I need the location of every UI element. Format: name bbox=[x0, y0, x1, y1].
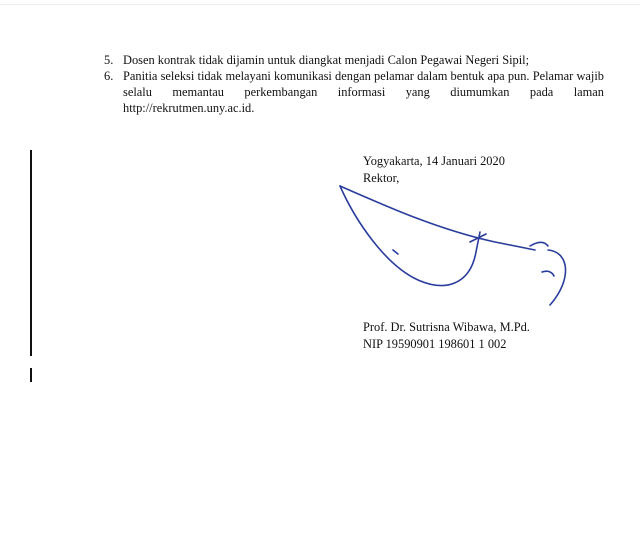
handwritten-signature bbox=[330, 180, 580, 320]
margin-line bbox=[30, 150, 32, 356]
signer-position: Rektor, bbox=[363, 171, 400, 185]
signer-nip: NIP 19590901 198601 1 002 bbox=[363, 337, 507, 351]
margin-line bbox=[30, 368, 32, 382]
list-item-text: Panitia seleksi tidak melayani komunikasi dengan pelamar dalam bentuk apa pun. Pelamar wajib selalu memantau perkembangan informasi yang diumumkan pada laman http://rekrutmen.uny.ac.id. bbox=[123, 69, 604, 115]
signer-details bbox=[363, 319, 530, 353]
place-date: Yogyakarta, 14 Januari 2020 bbox=[363, 154, 505, 168]
signer-name: Prof. Dr. Sutrisna Wibawa, M.Pd. bbox=[363, 320, 530, 334]
list-item-number: 6. bbox=[104, 69, 114, 83]
list-item bbox=[104, 68, 604, 116]
list-item-number: 5. bbox=[104, 53, 114, 67]
list-item-text: Dosen kontrak tidak dijamin untuk diangkat menjadi Calon Pegawai Negeri Sipil; bbox=[123, 53, 530, 67]
list-item bbox=[104, 52, 604, 68]
page-top-edge bbox=[0, 4, 640, 5]
numbered-list bbox=[104, 52, 604, 116]
